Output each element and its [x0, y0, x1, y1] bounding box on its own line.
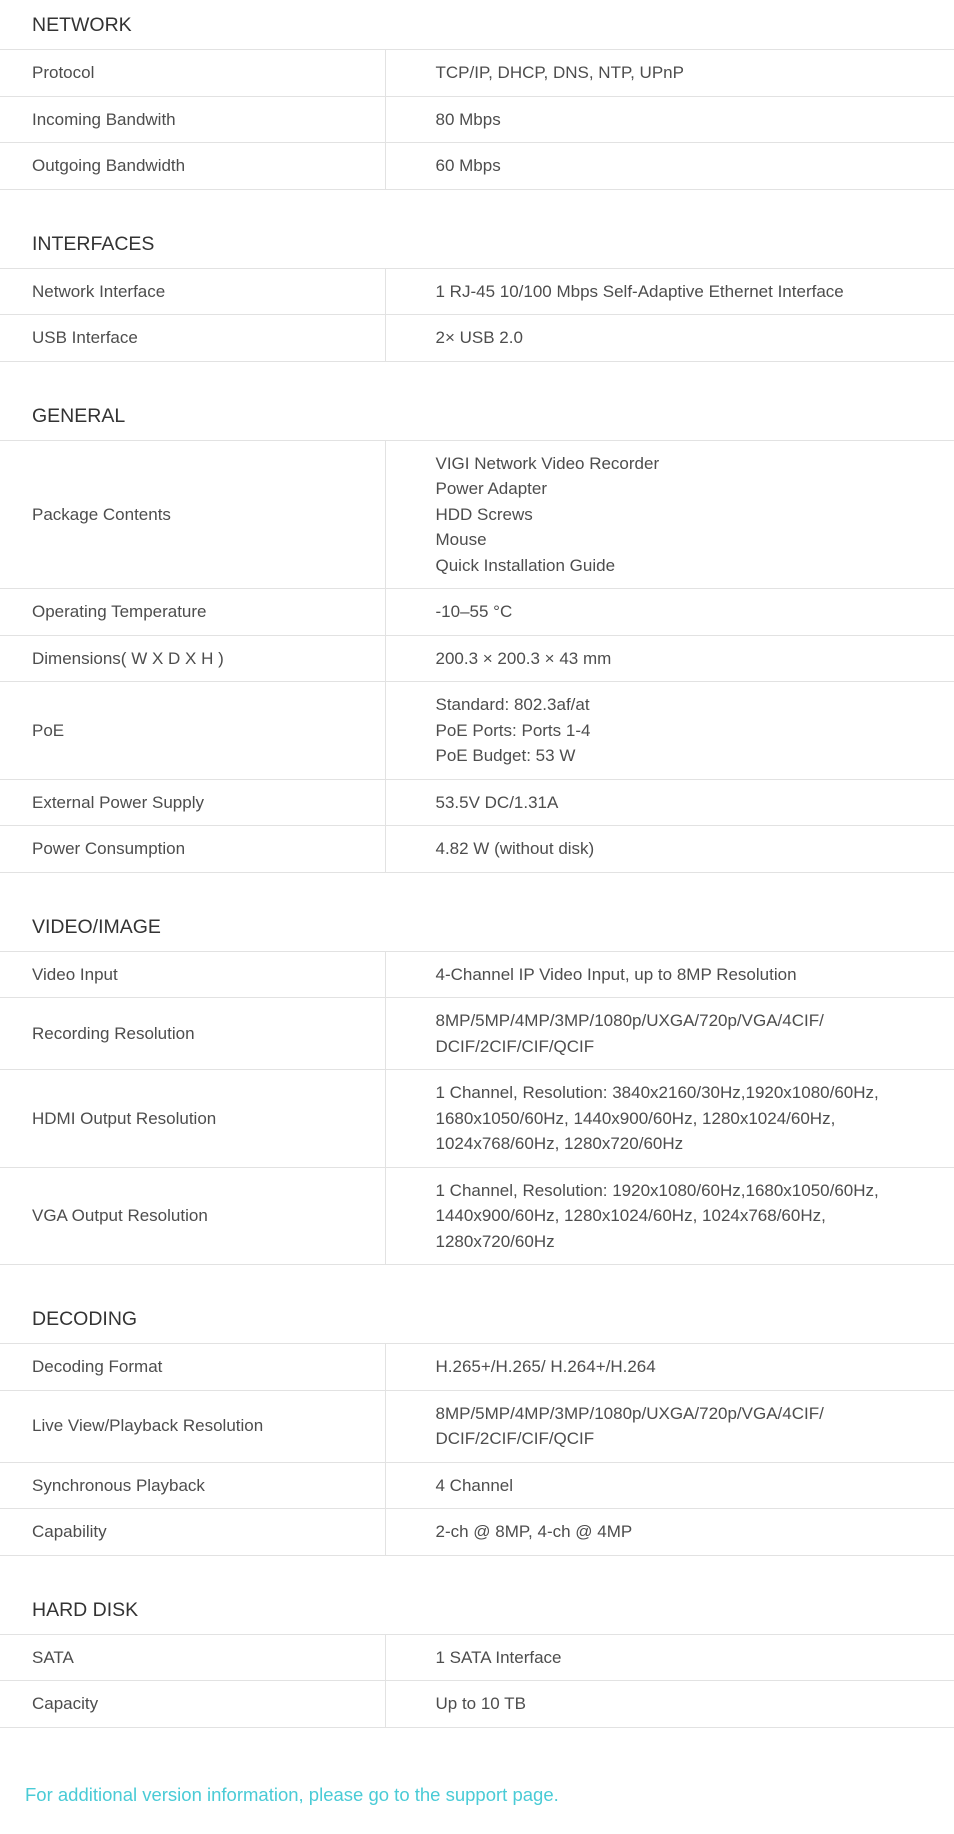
support-page-link[interactable]: For additional version information, please go to the support page. — [25, 1784, 559, 1805]
spec-row — [0, 269, 954, 315]
spec-value-line: 80 Mbps — [435, 109, 501, 129]
section-spacer — [0, 362, 954, 391]
section-title: NETWORK — [0, 0, 954, 50]
spec-label: HDMI Output Resolution — [0, 1070, 385, 1168]
spec-label: PoE — [0, 682, 385, 780]
spec-row — [0, 50, 954, 96]
spec-value — [385, 143, 954, 190]
spec-value-line: 1 SATA Interface — [435, 1647, 562, 1667]
section-spacer — [0, 1556, 954, 1585]
spec-value — [385, 826, 954, 873]
section-title: GENERAL — [0, 391, 954, 441]
spec-section-general — [0, 391, 954, 902]
spec-value-line: 4 Channel — [435, 1475, 514, 1495]
spec-table — [0, 441, 954, 873]
spec-value — [385, 50, 954, 96]
spec-value — [385, 269, 954, 315]
spec-value-line: DCIF/2CIF/CIF/QCIF — [435, 1429, 595, 1448]
spec-value — [385, 1681, 954, 1728]
spec-label: Operating Temperature — [0, 589, 385, 636]
spec-value-line: 1440x900/60Hz, 1280x1024/60Hz, 1024x768/60Hz, — [435, 1206, 826, 1225]
spec-value — [385, 1070, 954, 1168]
spec-label: External Power Supply — [0, 779, 385, 826]
spec-label: Capacity — [0, 1681, 385, 1728]
spec-value-line: 200.3 × 200.3 × 43 mm — [435, 648, 612, 668]
spec-row — [0, 315, 954, 362]
spec-value-line: 2× USB 2.0 — [435, 328, 523, 347]
spec-row — [0, 1344, 954, 1390]
spec-value-line: Power Adapter — [435, 479, 548, 498]
spec-value — [385, 1167, 954, 1265]
spec-value — [385, 1390, 954, 1462]
section-spacer — [0, 873, 954, 902]
spec-value-line: -10–55 °C — [435, 602, 513, 621]
spec-value — [385, 441, 954, 589]
spec-value — [385, 998, 954, 1070]
spec-row — [0, 952, 954, 998]
spec-label: VGA Output Resolution — [0, 1167, 385, 1265]
spec-value-line: 1680x1050/60Hz, 1440x900/60Hz, 1280x1024/60Hz, — [435, 1108, 836, 1128]
spec-row — [0, 441, 954, 589]
spec-value-line: Standard: 802.3af/at — [435, 695, 590, 714]
spec-value-line: 1 RJ-45 10/100 Mbps Self-Adaptive Ethernet Interface — [435, 281, 844, 301]
spec-value-line: TCP/IP, DHCP, DNS, NTP, UPnP — [435, 63, 684, 82]
spec-value-line: H.265+/H.265/ H.264+/H.264 — [435, 1357, 656, 1376]
spec-label: Outgoing Bandwidth — [0, 143, 385, 190]
spec-value-line: 53.5V DC/1.31A — [435, 792, 559, 812]
spec-label: Live View/Playback Resolution — [0, 1390, 385, 1462]
spec-label: Incoming Bandwith — [0, 96, 385, 143]
spec-table — [0, 269, 954, 362]
spec-label: Protocol — [0, 50, 385, 96]
spec-value — [385, 635, 954, 682]
spec-row — [0, 1681, 954, 1728]
spec-table — [0, 1635, 954, 1728]
spec-value — [385, 682, 954, 780]
section-title: VIDEO/IMAGE — [0, 902, 954, 952]
spec-value-line: Up to 10 TB — [435, 1694, 526, 1713]
spec-label: Video Input — [0, 952, 385, 998]
spec-value — [385, 1462, 954, 1509]
spec-value-line: 1 Channel, Resolution: 3840x2160/30Hz,1920x1080/60Hz, — [435, 1083, 879, 1102]
spec-row — [0, 635, 954, 682]
spec-label: Network Interface — [0, 269, 385, 315]
spec-label: Dimensions( W X D X H ) — [0, 635, 385, 682]
spec-value-line: 60 Mbps — [435, 156, 501, 175]
spec-label: Synchronous Playback — [0, 1462, 385, 1509]
spec-value-line: Quick Installation Guide — [435, 555, 616, 575]
section-title: DECODING — [0, 1294, 954, 1344]
spec-row — [0, 1167, 954, 1265]
spec-row — [0, 1070, 954, 1168]
spec-value-line: 2-ch @ 8MP, 4-ch @ 4MP — [435, 1522, 633, 1541]
spec-value-line: 1280x720/60Hz — [435, 1231, 555, 1251]
spec-label: USB Interface — [0, 315, 385, 362]
spec-value-line: PoE Ports: Ports 1-4 — [435, 720, 591, 740]
spec-table — [0, 1344, 954, 1556]
section-title: INTERFACES — [0, 219, 954, 269]
spec-value-line: 8MP/5MP/4MP/3MP/1080p/UXGA/720p/VGA/4CIF/ — [435, 1403, 824, 1423]
spec-row — [0, 779, 954, 826]
spec-value-line: 1024x768/60Hz, 1280x720/60Hz — [435, 1134, 684, 1153]
spec-label: Capability — [0, 1509, 385, 1556]
spec-value — [385, 1344, 954, 1390]
spec-row — [0, 682, 954, 780]
spec-row — [0, 1462, 954, 1509]
spec-table — [0, 50, 954, 190]
spec-row — [0, 589, 954, 636]
spec-label: Decoding Format — [0, 1344, 385, 1390]
section-spacer — [0, 190, 954, 219]
spec-value-line: VIGI Network Video Recorder — [435, 453, 660, 473]
spec-table — [0, 952, 954, 1266]
spec-value-line: 4.82 W (without disk) — [435, 839, 595, 858]
spec-value — [385, 315, 954, 362]
spec-row — [0, 1635, 954, 1681]
spec-section-decoding — [0, 1294, 954, 1585]
section-title: HARD DISK — [0, 1585, 954, 1635]
spec-row — [0, 826, 954, 873]
spec-section-video-image — [0, 902, 954, 1295]
spec-value — [385, 952, 954, 998]
spec-value-line: DCIF/2CIF/CIF/QCIF — [435, 1036, 595, 1056]
spec-row — [0, 1390, 954, 1462]
spec-value — [385, 1509, 954, 1556]
spec-section-interfaces — [0, 219, 954, 391]
spec-row — [0, 143, 954, 190]
spec-label: Recording Resolution — [0, 998, 385, 1070]
spec-value — [385, 589, 954, 636]
spec-value — [385, 779, 954, 826]
spec-value-line: HDD Screws — [435, 504, 533, 524]
spec-value-line: 4-Channel IP Video Input, up to 8MP Resolution — [435, 964, 797, 984]
spec-section-network — [0, 0, 954, 219]
spec-value-line: 1 Channel, Resolution: 1920x1080/60Hz,1680x1050/60Hz, — [435, 1180, 879, 1200]
spec-section-hard-disk — [0, 1585, 954, 1728]
spec-value-line: 8MP/5MP/4MP/3MP/1080p/UXGA/720p/VGA/4CIF/ — [435, 1011, 824, 1030]
spec-value-line: PoE Budget: 53 W — [435, 746, 576, 765]
spec-value — [385, 96, 954, 143]
spec-value — [385, 1635, 954, 1681]
spec-row — [0, 998, 954, 1070]
section-spacer — [0, 1265, 954, 1294]
spec-row — [0, 96, 954, 143]
spec-label: SATA — [0, 1635, 385, 1681]
spec-label: Power Consumption — [0, 826, 385, 873]
spec-row — [0, 1509, 954, 1556]
spec-label: Package Contents — [0, 441, 385, 589]
spec-value-line: Mouse — [435, 530, 487, 549]
